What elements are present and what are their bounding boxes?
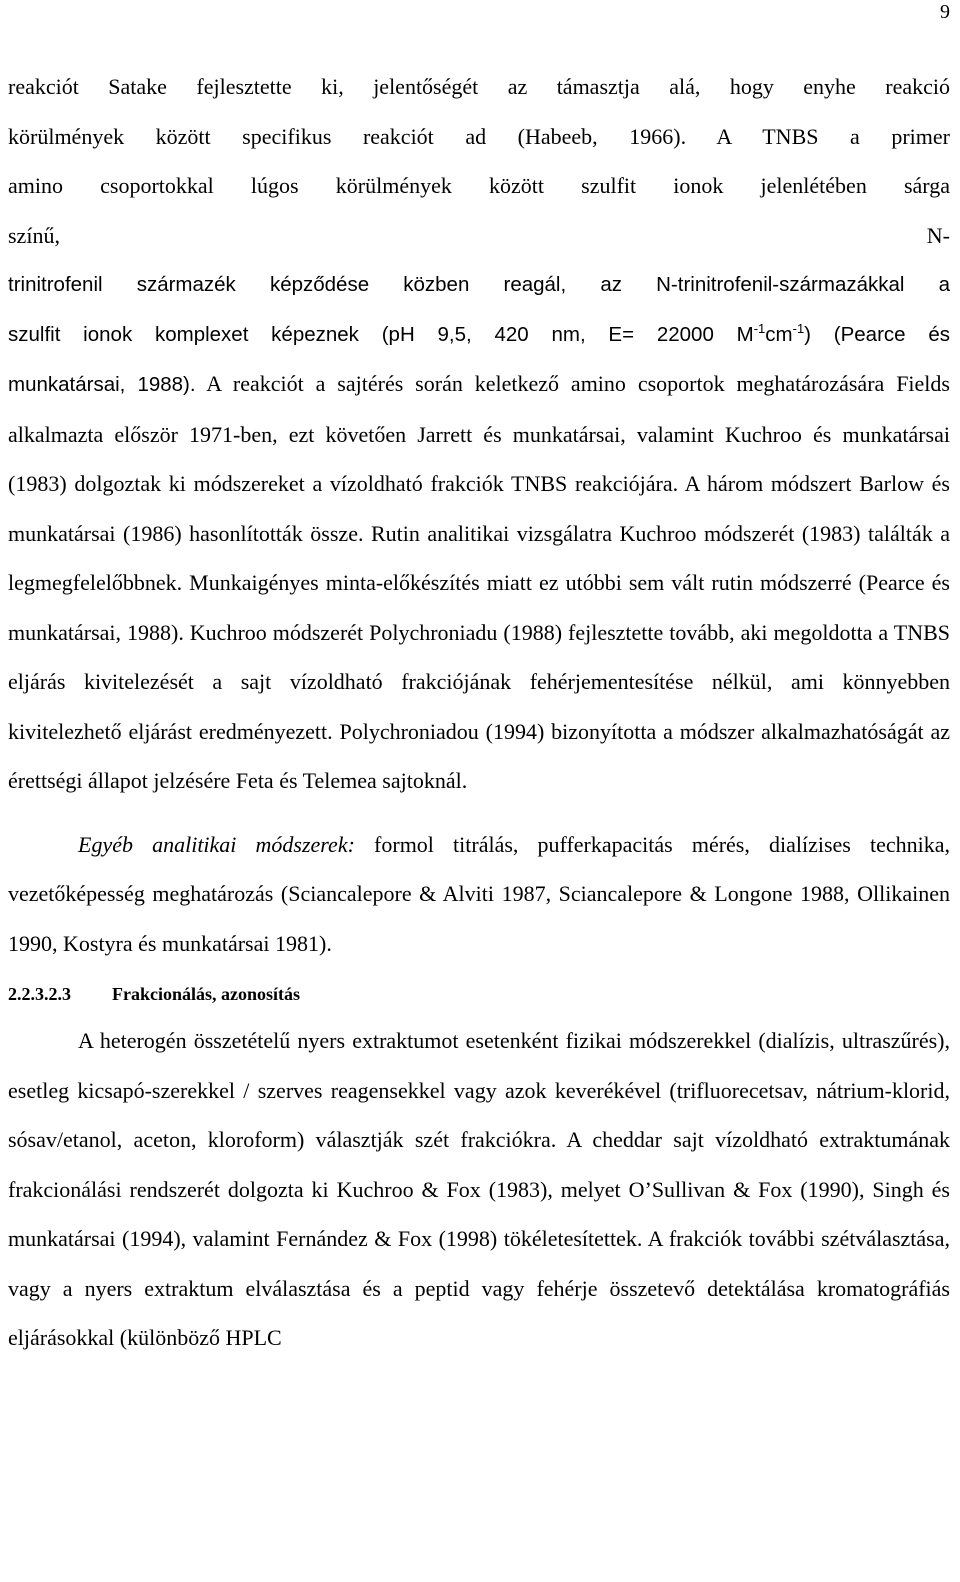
italic-lead: Egyéb analitikai módszerek: [78,831,355,857]
superscript: -1 [792,320,805,336]
text-line [8,310,950,360]
superscript: -1 [753,320,766,336]
text-fragment: szulfit ionok komplexet képeznek (pH 9,5, 420 nm, E= 22000 M [8,322,754,346]
paragraph-tnbs-intro [8,62,950,260]
text-line: reakciót Satake fejlesztette ki, jelentőségét az támasztja alá, hogy enyhe reakció [8,74,950,99]
document-body [8,62,950,1363]
text-fragment: N- [926,222,950,248]
spacer [8,806,950,820]
text-fragment: A reakciót a sajtérés során keletkező amino csoportok meghatározására Fields alkalmazta először 1971-ben, ezt követően Jarrett és munkatársai, valamint Kuchroo és munkatársai (1983) dolgoztak ki módszereket a vízoldható frakciók TNBS reakciójára. A három módszert Barlow és munkatársai (1986) hasonlították össze. Rutin analitikai vizsgálatra Kuchroo módszerét (1983) találták a legmegfelelőbbnek. Munkaigényes minta-előkészítés miatt ez utóbbi sem vált rutin módszerré (Pearce és munkatársai, 1988). Kuchroo módszerét Polychroniadu (1988) fejlesztette tovább, aki megoldotta a TNBS eljárás kivitelezését a sajt vízoldható frakciójának fehérjementesítése nélkül, ami könnyebben kivitelezhető eljárást eredményezett. Polychroniadou (1994) bizonyította a módszer alkalmazhatóságát az érettségi állapot jelzésére Feta és Telemea sajtoknál. [8,371,950,793]
page-number: 9 [940,1,950,23]
text-line: amino csoportokkal lúgos körülmények között szulfit ionok jelenlétében sárga [8,173,950,198]
text-fragment: munkatársai, 1988). [8,373,196,396]
text-line: körülmények között specifikus reakciót ad (Habeeb, 1966). A TNBS a primer [8,123,950,149]
paragraph-tnbs-sans [8,260,950,359]
paragraph-fractionation: A heterogén összetételű nyers extraktumot esetenként fizikai módszerekkel (dialízis, ultraszűrés), esetleg kicsapó-szerekkel / szerves reagensekkel vagy azok keverékével (trifluorecetsav, nátrium-klorid, sósav/etanol, aceton, kloroform) választják szét frakciókra. A cheddar sajt vízoldható extraktumának frakcionálási rendszerét dolgozta ki Kuchroo & Fox (1983), melyet O’Sullivan & Fox (1990), Singh és munkatársai (1994), valamint Fernández & Fox (1998) tökéletesítettek. A frakciók további szétválasztása, vagy a nyers extraktum elválasztása és a peptid vagy fehérje összetevő detektálása kromatográfiás eljárásokkal (különböző HPLC [8,1028,950,1350]
text-fragment: ) (Pearce és [804,322,950,346]
text-fragment: színű, [8,222,60,248]
section-number: 2.2.3.2.3 [8,984,71,1004]
section-title: Frakcionálás, azonosítás [112,984,301,1004]
paragraph-other-methods [8,820,950,969]
text-fragment: formol titrálás, pufferkapacitás mérés, dialízises technika, vezetőképesség meghatározás (Sciancalepore & Alviti 1987, Sciancalepore & Longone 1988, Ollikainen 1990, Kostyra és munkatársai 1981). [8,831,950,956]
text-line [8,211,950,261]
section-heading [8,982,950,1006]
text-fragment: cm [765,322,793,346]
paragraph-tnbs-methods [8,359,950,806]
text-line: trinitrofenil származék képződése közben reagál, az N-trinitrofenil-származákkal a [8,273,950,296]
